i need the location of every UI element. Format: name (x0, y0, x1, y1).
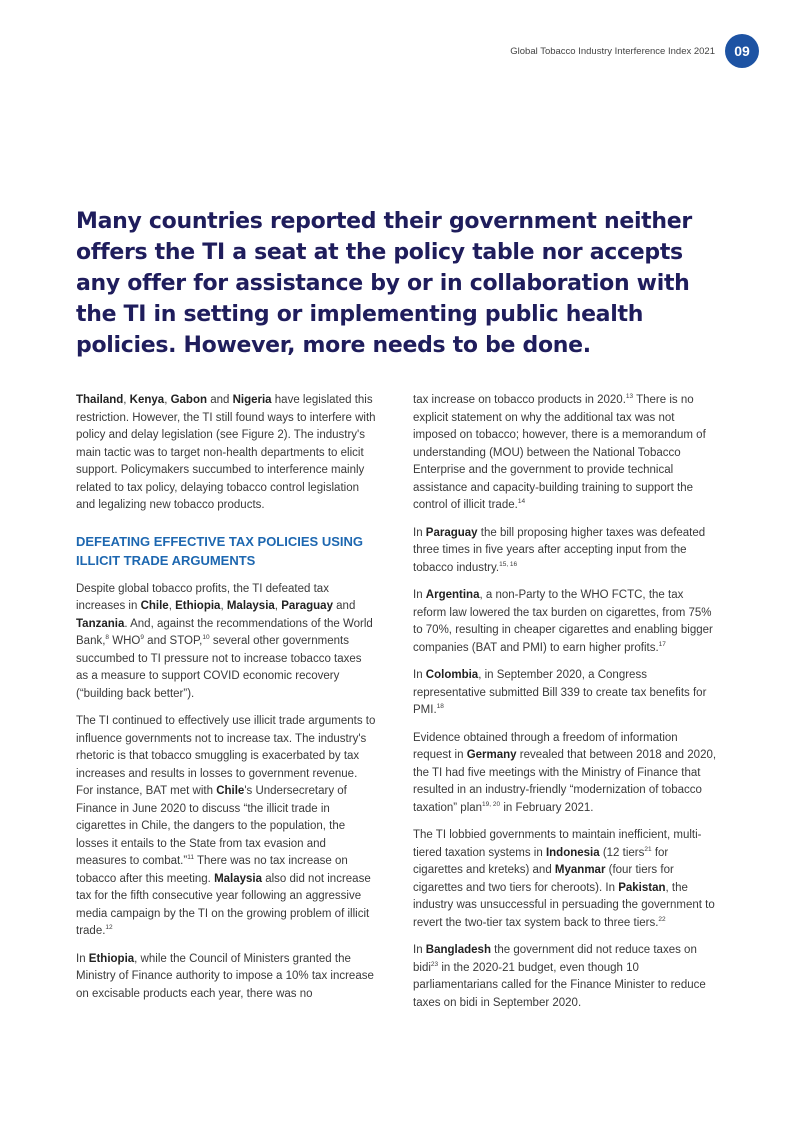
text-run: (four tiers for cigarettes and two tiers for cheroots). In (413, 864, 674, 894)
text-run: (12 tiers (599, 846, 645, 859)
footnote-ref: 19, 20 (482, 800, 501, 808)
text-run: for cigarettes and kreteks) and (413, 846, 669, 876)
text-run: , the industry was unsuccessful in persuading the government to revert the two-tier tax system back to three tiers. (413, 881, 715, 929)
paragraph-germany (413, 730, 719, 818)
text-run: and STOP, (143, 635, 203, 647)
right-column (413, 392, 719, 1022)
footnote-ref: 8 (105, 634, 110, 642)
text-run: In (413, 669, 426, 681)
text-run: . And, against the recommendations of the World Bank, (76, 617, 373, 647)
paragraph-colombia (413, 667, 719, 720)
text-run: the bill proposing higher taxes was defeated three times in five years after accepting input from the tobacco industry. (413, 526, 706, 574)
text-run: in February 2021. (500, 801, 594, 814)
text-run: , (123, 394, 130, 406)
text-run: , (274, 600, 282, 612)
country-name: Paraguay (425, 526, 478, 539)
country-name: Ethiopia (175, 600, 221, 612)
footnote-ref: 22 (658, 915, 666, 923)
text-run: 's Undersecretary of Finance in June 2020 to discuss “the illicit trade in cigarettes in Chile, the dangers to the population, the losses it entails to the State from tax evasion and measures to combat.” (76, 785, 347, 867)
text-run: , (164, 394, 171, 406)
footnote-ref: 15, 16 (499, 560, 518, 568)
country-name: Colombia (425, 669, 479, 681)
footnote-ref: 14 (517, 498, 526, 506)
text-run: , while the Council of Ministers granted the Ministry of Finance authority to impose a 10% tax increase on excisable products each year, there was no (76, 952, 374, 1000)
text-run: tax increase on tobacco products in 2020. (413, 394, 626, 406)
paragraph-multi-tier (413, 827, 719, 932)
country-name: Chile (140, 600, 169, 612)
country-name: Pakistan (618, 881, 666, 894)
footnote-ref: 13 (625, 393, 634, 401)
footnote-ref: 10 (202, 634, 210, 642)
text-run: Evidence obtained through a freedom of information request in (413, 731, 678, 761)
text-run: , (220, 600, 227, 612)
text-run: , (168, 600, 176, 612)
text-run: The TI lobbied governments to maintain inefficient, multi-tiered taxation systems in (413, 829, 702, 859)
footnote-ref: 12 (105, 924, 113, 932)
country-name: Chile (216, 785, 245, 797)
footnote-ref: 17 (658, 640, 666, 648)
text-run: revealed that between 2018 and 2020, the TI had five meetings with the Ministry of Finance that resulted in an industry-friendly “modernization of tobacco taxation” plan (413, 749, 717, 814)
country-name: Indonesia (545, 846, 600, 859)
paragraph-legislation (76, 392, 376, 515)
country-name: Bangladesh (425, 944, 491, 956)
country-name: Thailand (76, 394, 124, 406)
text-run: In (413, 526, 426, 539)
footnote-ref: 11 (187, 854, 194, 862)
paragraph-bangladesh (413, 942, 719, 1012)
paragraph-paraguay (413, 525, 719, 578)
paragraph-argentina (413, 587, 719, 657)
country-name: Paraguay (281, 600, 333, 612)
country-name: Kenya (129, 394, 165, 406)
paragraph-ethiopia (76, 951, 376, 1004)
text-run: several other governments succumbed to TI pressure not to increase tobacco taxes as a measure to support COVID economic recovery (“building back better”). (76, 635, 362, 700)
paragraph-tax-defeat (76, 581, 376, 704)
text-run: In (76, 952, 89, 965)
text-run: There was no tax increase on tobacco after this meeting. (76, 855, 348, 885)
text-run: and (332, 600, 356, 612)
paragraph-illicit-trade (76, 713, 376, 941)
text-run: , a non-Party to the WHO FCTC, the tax reform law lowered the tax burden on cigarettes, from 75% to 70%, resulting in cheaper cigarettes and enabling bigger companies (BAT and PMI) to earn higher profits. (413, 589, 713, 654)
country-name: Nigeria (232, 394, 272, 406)
text-run: have legislated this restriction. However, the TI still found ways to interfere with policy and delay legislation (see Figure 2). The industry's main tactic was to target non-health departments to elicit support. Policymakers succumbed to interference mainly related to tax policy, delaying tobacco control legislation and legalizing new tobacco products. (76, 394, 376, 511)
text-run: and (207, 394, 233, 406)
country-name: Malaysia (226, 600, 275, 612)
country-name: Germany (466, 749, 517, 761)
text-run: , in September 2020, a Congress representative submitted Bill 339 to create tax benefits for PMI. (413, 669, 707, 716)
footnote-ref: 9 (140, 634, 144, 642)
page-number-badge: 09 (725, 34, 759, 68)
country-name: Myanmar (554, 864, 606, 876)
country-name: Argentina (425, 589, 480, 601)
text-run: The TI continued to effectively use illicit trade arguments to influence governments not to increase tax. The industry's rhetoric is that tobacco smuggling is exacerbated by tax increases and results in losses to government revenue. For instance, BAT met with (76, 715, 376, 797)
text-run: in the 2020-21 budget, even though 10 parliamentarians called for the Finance Minister to reduce taxes on bidi in September 2020. (413, 961, 706, 1009)
text-run: In (413, 589, 426, 601)
text-run: the government did not reduce taxes on bidi (413, 944, 697, 974)
text-run: WHO (109, 635, 141, 647)
footnote-ref: 21 (644, 845, 652, 853)
country-name: Tanzania (76, 617, 125, 630)
text-run: There is no explicit statement on why the additional tax was not imposed on tobacco; however, there is a memorandum of understanding (MOU) between the National Tobacco Enterprise and the government to provide technical assistance and capacity-building training to support the control of illicit trade. (413, 394, 706, 511)
page-headline: Many countries reported their government neither offers the TI a seat at the policy table nor accepts any offer for assistance by or in collaboration with the TI in setting or implementing public health policies. However, more needs to be done. (76, 209, 692, 358)
country-name: Ethiopia (88, 952, 135, 965)
text-run: also did not increase tax for the fifth consecutive year following an aggressive media campaign by the TI on the growing problem of illicit trade. (76, 872, 371, 937)
page-header (510, 34, 759, 68)
country-name: Gabon (170, 394, 208, 406)
footnote-ref: 18 (436, 703, 444, 711)
country-name: Malaysia (214, 872, 263, 885)
section-heading: DEFEATING EFFECTIVE TAX POLICIES USING ILLICIT TRADE ARGUMENTS (76, 533, 363, 568)
left-column (76, 392, 376, 1013)
footnote-ref: 23 (430, 960, 439, 968)
text-run: Despite global tobacco profits, the TI defeated tax increases in (76, 582, 329, 612)
text-run: In (413, 944, 426, 956)
paragraph-ethiopia-cont (413, 392, 719, 515)
report-title: Global Tobacco Industry Interference Index 2021 (510, 45, 715, 57)
